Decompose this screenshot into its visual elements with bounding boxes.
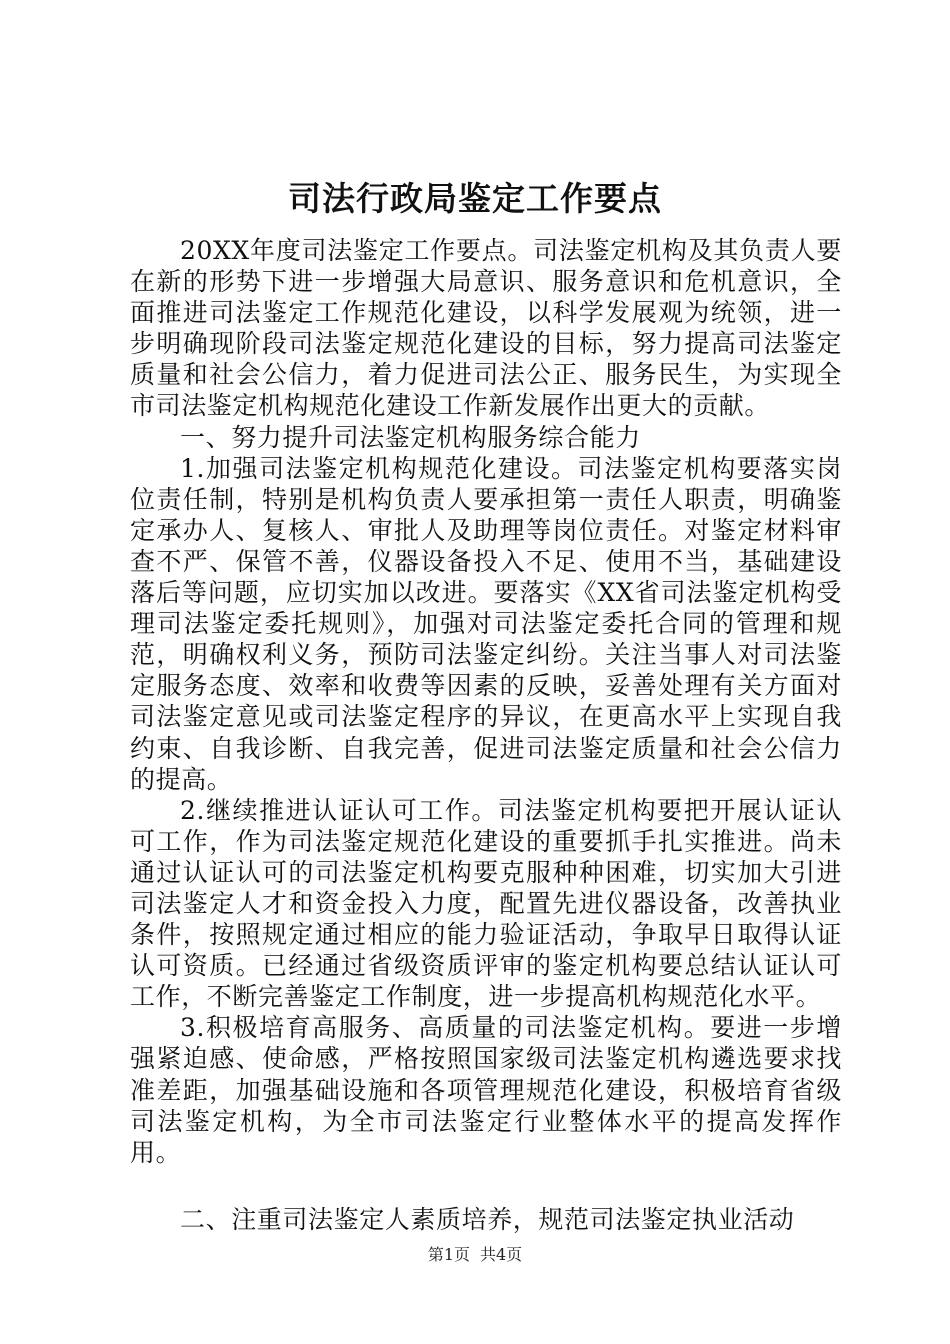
document-body bbox=[130, 235, 842, 1235]
paragraph-item-2: 2.继续推进认证认可工作。司法鉴定机构要把开展认证认可工作，作为司法鉴定规范化建设的重要抓手扎实推进。尚未通过认证认可的司法鉴定机构要克服种种困难，切实加大引进司法鉴定人才和资金投入力度，配置先进仪器设备，改善执业条件，按照规定通过相应的能力验证活动，争取早日取得认证认可资质。已经通过省级资质评审的鉴定机构要总结认证认可工作，不断完善鉴定工作制度，进一步提高机构规范化水平。 bbox=[130, 795, 842, 1012]
page-footer bbox=[0, 1245, 950, 1265]
page-total: 共4页 bbox=[480, 1245, 523, 1264]
paragraph-intro: 20XX年度司法鉴定工作要点。司法鉴定机构及其负责人要在新的形势下进一步增强大局意识、服务意识和危机意识，全面推进司法鉴定工作规范化建设，以科学发展观为统领，进一步明确现阶段司法鉴定规范化建设的目标，努力提高司法鉴定质量和社会公信力，着力促进司法公正、服务民生，为实现全市司法鉴定机构规范化建设工作新发展作出更大的贡献。 bbox=[130, 236, 842, 421]
paragraph-item-3: 3.积极培育高服务、高质量的司法鉴定机构。要进一步增强紧迫感、使命感，严格按照国家级司法鉴定机构遴选要求找准差距，加强基础设施和各项管理规范化建设，积极培育省级司法鉴定机构，为全市司法鉴定行业整体水平的提高发挥作用。 bbox=[130, 1013, 842, 1167]
page-number: 第1页 bbox=[427, 1245, 470, 1264]
document-title: 司法行政局鉴定工作要点 bbox=[288, 179, 662, 218]
section-heading-2: 二、注重司法鉴定人素质培养，规范司法鉴定执业活动 bbox=[180, 1204, 795, 1234]
section-heading-1: 一、努力提升司法鉴定机构服务综合能力 bbox=[180, 422, 641, 452]
paragraph-item-1: 1.加强司法鉴定机构规范化建设。司法鉴定机构要落实岗位责任制，特别是机构负责人要承担第一责任人职责，明确鉴定承办人、复核人、审批人及助理等岗位责任。对鉴定材料审查不严、保管不善，仪器设备投入不足、使用不当，基础建设落后等问题，应切实加以改进。要落实《XX省司法鉴定机构受理司法鉴定委托规则》，加强对司法鉴定委托合同的管理和规范，明确权利义务，预防司法鉴定纠纷。关注当事人对司法鉴定服务态度、效率和收费等因素的反映，妥善处理有关方面对司法鉴定意见或司法鉴定程序的异议，在更高水平上实现自我约束、自我诊断、自我完善，促进司法鉴定质量和社会公信力的提高。 bbox=[130, 453, 842, 794]
